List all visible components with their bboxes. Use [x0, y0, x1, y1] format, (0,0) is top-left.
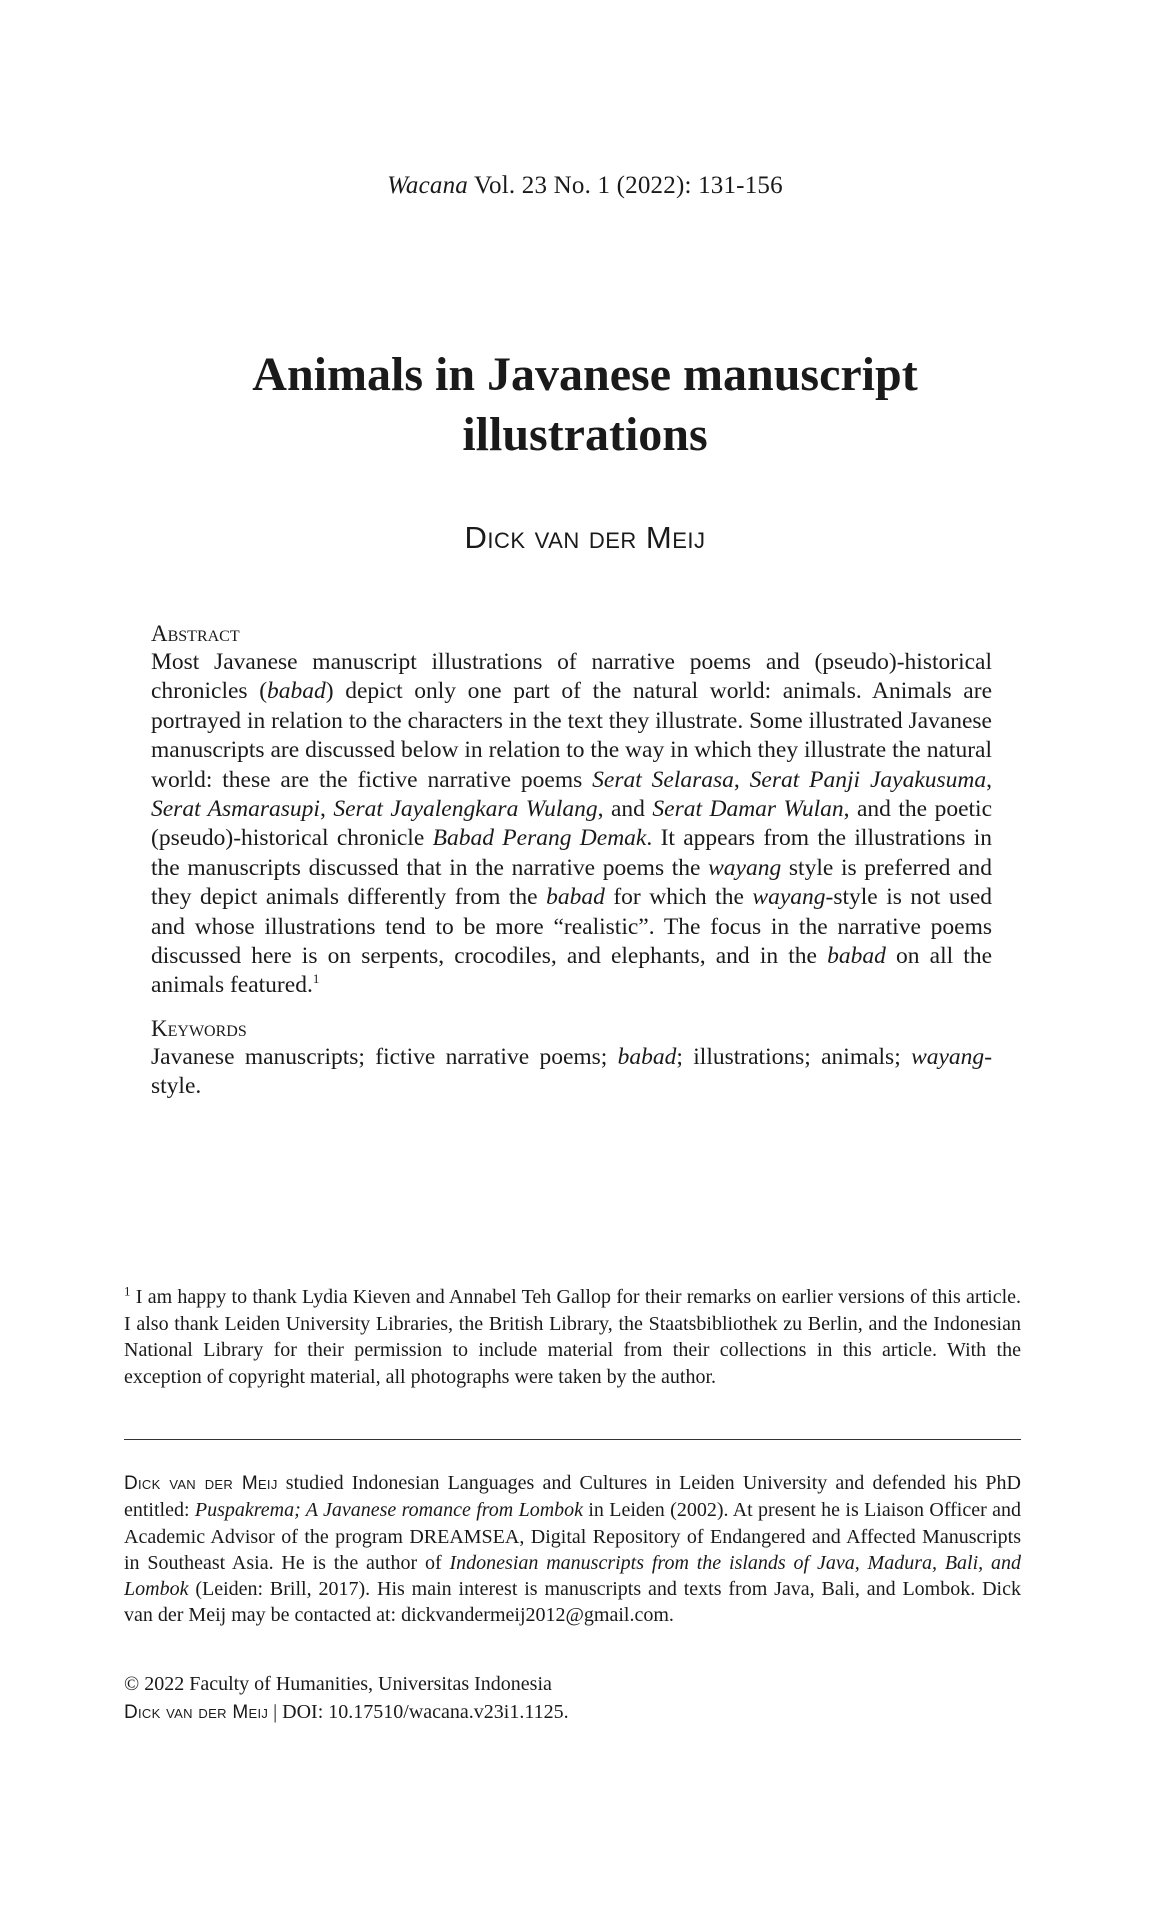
doi-author: Dick van der Meij — [124, 1702, 269, 1723]
text-run: on all the animals featured. — [151, 943, 992, 999]
italic-text: wayang — [752, 884, 826, 911]
abstract-text — [151, 648, 992, 1001]
text-run: -style. — [151, 1043, 993, 1100]
abstract-heading: Abstract — [151, 621, 240, 646]
text-run: in Leiden (2002). At present he is Liaison Officer and Academic Advisor of the program DREAMSEA, Digital Repository of Endangered and Affected Manuscripts in Southeast Asia. He is the author of — [124, 1499, 1021, 1574]
abstract-block — [151, 620, 992, 1102]
text-run: . It appears from the illustrations in the manuscripts discussed that in the narrative poems the — [151, 825, 992, 881]
copyright-line: © 2022 Faculty of Humanities, Universitas Indonesia — [124, 1673, 552, 1695]
text-run: for which the — [604, 884, 753, 911]
text-run: , and — [597, 796, 653, 823]
text-run: studied Indonesian Languages and Cultures in Leiden University and defended his PhD entitled: — [124, 1472, 1021, 1522]
text-run: , and the poetic (pseudo)-historical chronicle — [151, 796, 992, 852]
text-run: (Leiden: Brill, 2017). His main interest is manuscripts and texts from Java, Bali, and Lombok. Dick van der Meij may be contacted at: dickvandermeij2012@gmail.com. — [124, 1578, 1021, 1627]
italic-text: Serat Selarasa — [592, 766, 734, 793]
divider-rule — [124, 1439, 1021, 1440]
italic-text: Serat Panji Jayakusuma — [749, 766, 987, 793]
text-run: Javanese manuscripts; fictive narrative poems; — [151, 1043, 618, 1070]
text-run: ; illustrations; animals; — [676, 1043, 912, 1070]
italic-text: Babad Perang Demak — [432, 825, 647, 852]
text-run: style is preferred and they depict animals differently from the — [151, 854, 992, 911]
author-name: Dick van der Meij — [464, 520, 706, 555]
text-run: ) depict only one part of the natural world: animals. Animals are portrayed in relation to the characters in the text they illustrate. Some illustrated Javanese manuscripts are discussed below in relation to the way in which they illustrate the natural world: these are the fictive narrative poems — [151, 678, 992, 793]
footnote — [124, 1284, 1021, 1390]
text-run: Most Javanese manuscript illustrations of narrative poems and (pseudo)-historical chronicles ( — [151, 649, 992, 705]
journal-name: Wacana — [387, 172, 468, 199]
italic-text: Indonesian manuscripts from the islands of Java, Madura, Bali, and Lombok — [124, 1551, 1022, 1601]
journal-volume-pages: Vol. 23 No. 1 (2022): 131-156 — [468, 172, 783, 199]
keywords-text — [151, 1043, 992, 1102]
italic-text: babad — [617, 1043, 677, 1070]
italic-text: babad — [827, 943, 886, 970]
text-run: -style is not used and whose illustrations tend to be more “realistic”. The focus in the narrative poems discussed here is on serpents, crocodiles, and elephants, and in the — [151, 884, 992, 970]
italic-text: Serat Asmarasupi — [151, 796, 320, 823]
article-title: Animals in Javanese manuscript illustrations — [252, 348, 918, 461]
italic-text: Serat Jayalengkara Wulang — [333, 796, 598, 823]
footnote-marker: 1 — [312, 971, 320, 987]
running-head — [0, 172, 1170, 200]
italic-text: babad — [546, 884, 605, 911]
author-bio — [124, 1470, 1021, 1629]
footnote-marker: 1 — [124, 1283, 131, 1299]
italic-text: Serat Damar Wulan — [652, 796, 844, 823]
text-run: , — [733, 766, 750, 793]
text-run: , — [986, 766, 992, 793]
doi-line — [124, 1698, 1021, 1727]
text-run: I am happy to thank Lydia Kieven and Annabel Teh Gallop for their remarks on earlier versions of this article. I also thank Leiden University Libraries, the British Library, the Staatsbibliothek zu Berlin, and the Indonesian National Library for their permission to include material from their collections in this article. With the exception of copyright material, all photographs were taken by the author. — [124, 1286, 1021, 1388]
keywords-heading: Keywords — [151, 1015, 247, 1041]
italic-text: babad — [267, 678, 326, 705]
italic-text: wayang — [708, 854, 782, 881]
author-name-smallcaps: Dick van der Meij — [124, 1473, 278, 1494]
text-run: , — [319, 796, 334, 823]
italic-text: Puspakrema; A Javanese romance from Lombok — [194, 1499, 584, 1522]
italic-text: wayang — [911, 1043, 985, 1070]
doi-text: | DOI: 10.17510/wacana.v23i1.1125. — [268, 1701, 569, 1723]
